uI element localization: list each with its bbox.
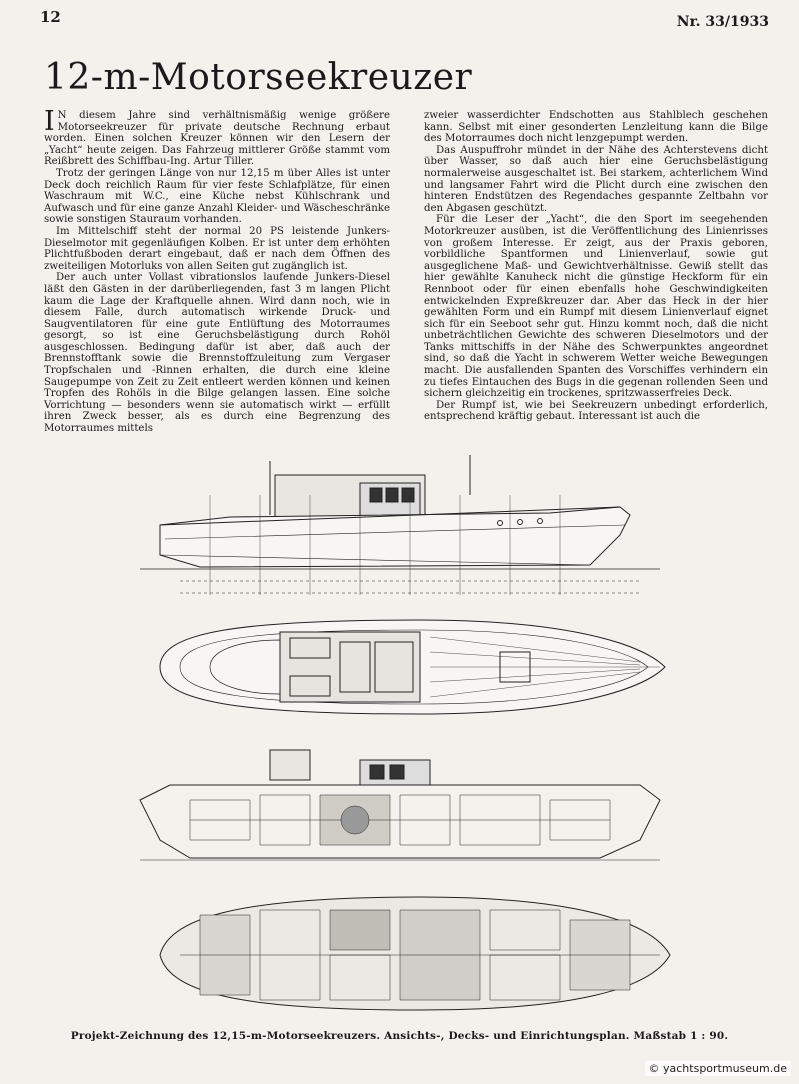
page-number: 12: [40, 8, 61, 26]
right-text-column: [424, 110, 768, 423]
paragraph: Der Rumpf ist, wie bei Seekreuzern unbedingt erforderlich, entsprechend kräftig gebaut. Interessant ist auch die: [424, 399, 768, 423]
copyright-watermark: © yachtsportmuseum.de: [645, 1061, 791, 1076]
left-text-column: [44, 106, 390, 435]
article-title: 12-m-Motorseekreuzer: [44, 57, 473, 98]
profile-view-drawing: [120, 455, 680, 605]
figure-caption: Projekt-Zeichnung des 12,15-m-Motorseekreuzers. Ansichts-, Decks- und Einrichtungsplan. Maßstab 1 : 90.: [70, 1030, 729, 1042]
deck-plan-drawing: [120, 612, 680, 722]
issue-number: Nr. 33/1933: [676, 14, 769, 30]
paragraph: Der auch unter Vollast vibrationslos laufende Junkers-Diesel läßt den Gästen in der darüberliegenden, fast 3 m langen Plicht kaum die Lage der Kraftquelle ahnen. Wird dann noch, wie in diesem Falle, durch automatisch wirkende Druck- und Saugventilatoren für eine gute Entlüftung des Motorraumes gesorgt, so ist eine Geruchsbelästigung durch Rohöl ausgeschlossen. Bedingung dafür ist aber, daß auch der Brennstofftank sowie die Brennstoffzuleitung zum Vergaser Tropfschalen und -Rinnen erhalten, die durch eine kleine Saugepumpe von Zeit zu Zeit entleert werden können und keinen Tropfen des Rohöls in die Bilge gelangen lassen. Eine solche Vorrichtung — besonders wenn sie automatisch wirkt — erfüllt ihren Zweck besser, als es durch eine Begrenzung des Motorraumes mittels: [44, 272, 390, 435]
paragraph: Für die Leser der „Yacht“, die den Sport im seegehenden Motorkreuzer ausüben, ist die Veröffentlichung des Linienrisses von großem Interesse. Er zeigt, aus der Praxis geboren, vorbildliche Spantformen und Linienverlauf, sowie gut ausgeglichene Maß- und Gewichtverhältnisse. Gewiß stellt das hier gewählte Kanuheck nicht die günstige Heckform für ein Rennboot oder für einen ebenfalls hohe Geschwindigkeiten entwickelnden Expreßkreuzer dar. Aber das Heck in der hier gewählten Form und ein Rumpf mit diesem Linienverlauf eignet sich für ein Seeboot sehr gut. Hinzu kommt noch, daß die nicht unbeträchtlichen Gewichte des schweren Dieselmotors und der Tanks mittschiffs in der Nähe des Schwerpunktes angeordnet sind, so daß die Yacht in schwerem Wetter weiche Bewegungen macht. Die ausfallenden Spanten des Vorschiffes verhindern ein zu tiefes Eintauchen des Bugs in die gegenan rollenden Seen und sichern gleichzeitig ein trockenes, spritzwasserfreies Deck.: [424, 214, 768, 400]
interior-section-drawing: [120, 740, 680, 870]
paragraph: zweier wasserdichter Endschotten aus Stahlblech geschehen kann. Selbst mit einer gesonderten Lenzleitung kann die Bilge des Motorraumes doch nicht lenzgepumpt werden.: [424, 110, 768, 145]
paragraph: I N diesem Jahre sind verhältnismäßig wenige größere Motorseekreuzer für private deutsche Rechnung erbaut worden. Einen solchen Kreuzer können wir den Lesern der „Yacht“ heute zeigen. Das Fahrzeug mittlerer Größe stammt vom Reißbrett des Schiffbau-Ing. Artur Tiller.: [44, 106, 390, 168]
paragraph: Das Auspuffrohr mündet in der Nähe des Achterstevens dicht über Wasser, so daß auch hier eine Geruchsbelästigung normalerweise ausgeschaltet ist. Bei starkem, achterlichem Wind und langsamer Fahrt wird die Plicht durch eine zwischen den hinteren Endstützen des Regendaches gespannte Zeltbahn vor den Abgasen geschützt.: [424, 144, 768, 214]
paragraph: Trotz der geringen Länge von nur 12,15 m über Alles ist unter Deck doch reichlich Raum für vier feste Schlafplätze, für einen Waschraum mit W.C., eine Küche nebst Kühlschrank und Aufwasch und für eine ganze Anzahl Kleider- und Wäscheschränke sowie sonstigen Stauraum vorhanden.: [44, 167, 390, 226]
accommodation-plan-drawing: [120, 885, 680, 1020]
drop-cap: I: [44, 106, 55, 137]
paragraph: Im Mittelschiff steht der normal 20 PS leistende Junkers-Dieselmotor mit gegenläufigen Kolben. Er ist unter dem erhöhten Plichtfußboden derart eingebaut, daß er nach dem Öffnen des zweiteiligen Motorluks von allen Seiten gut zugänglich ist.: [44, 225, 390, 272]
